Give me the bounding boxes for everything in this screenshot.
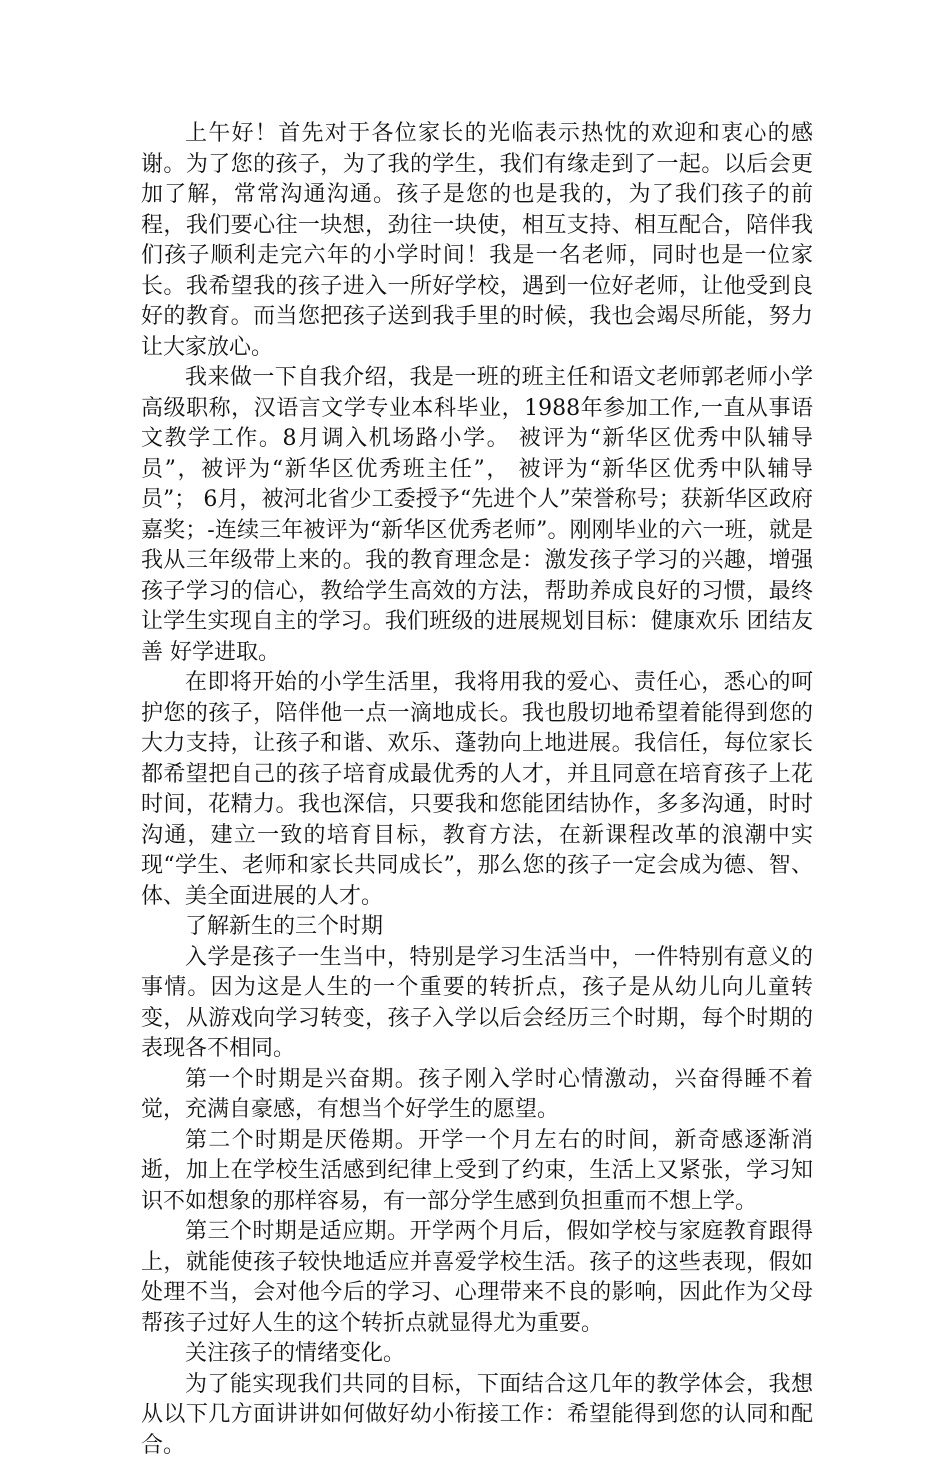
paragraph-second-period: 第二个时期是厌倦期。开学一个月左右的时间，新奇感逐渐消逝，加上在学校生活感到纪律上受到了约束，生活上又紧张，学习知识不如想象的那样容易，有一部分学生感到负担重而不想上学。 [141,1126,813,1218]
paragraph-third-period: 第三个时期是适应期。开学两个月后，假如学校与家庭教育跟得上，就能使孩子较快地适应并喜爱学校生活。孩子的这些表现，假如处理不当，会对他今后的学习、心理带来不良的影响，因此作为父母帮孩子过好人生的这个转折点就显得尤为重要。 [141,1217,813,1339]
paragraph-school-entry: 入学是孩子一生当中，特别是学习生活当中，一件特别有意义的事情。因为这是人生的一个重要的转折点，孩子是从幼儿向儿童转变，从游戏向学习转变，孩子入学以后会经历三个时期，每个时期的表现各不相同。 [141,943,813,1065]
paragraph-goals: 为了能实现我们共同的目标，下面结合这几年的教学体会，我想从以下几方面讲讲如何做好幼小衔接工作：希望能得到您的认同和配合。 [141,1370,813,1461]
paragraph-first-period: 第一个时期是兴奋期。孩子刚入学时心情激动，兴奋得睡不着觉，充满自豪感，有想当个好学生的愿望。 [141,1065,813,1126]
document-body [141,119,813,1461]
section-heading-three-periods: 了解新生的三个时期 [141,912,813,943]
paragraph-greeting: 上午好！首先对于各位家长的光临表示热忱的欢迎和衷心的感谢。为了您的孩子，为了我的学生，我们有缘走到了一起。以后会更加了解，常常沟通沟通。孩子是您的也是我的，为了我们孩子的前程，我们要心往一块想，劲往一块使，相互支持、相互配合，陪伴我们孩子顺利走完六年的小学时间！我是一名老师，同时也是一位家长。我希望我的孩子进入一所好学校，遇到一位好老师，让他受到良好的教育。而当您把孩子送到我手里的时候，我也会竭尽所能，努力让大家放心。 [141,119,813,363]
section-heading-emotions: 关注孩子的情绪变化。 [141,1339,813,1370]
paragraph-expectations: 在即将开始的小学生活里，我将用我的爱心、责任心，悉心的呵护您的孩子，陪伴他一点一滴地成长。我也殷切地希望着能得到您的大力支持，让孩子和谐、欢乐、蓬勃向上地进展。我信任，每位家长都希望把自己的孩子培育成最优秀的人才，并且同意在培育孩子上花时间，花精力。我也深信，只要我和您能团结协作，多多沟通，时时沟通，建立一致的培育目标，教育方法，在新课程改革的浪潮中实现“学生、老师和家长共同成长”，那么您的孩子一定会成为德、智、体、美全面进展的人才。 [141,668,813,912]
paragraph-self-introduction: 我来做一下自我介绍，我是一班的班主任和语文老师郭老师小学高级职称，汉语言文学专业本科毕业，1988年参加工作,一直从事语文教学工作。8月调入机场路小学。 被评为“新华区优秀中队辅导员”，被评为“新华区优秀班主任”， 被评为“新华区优秀中队辅导员”； 6月，被河北省少工委授予“先进个人”荣誉称号；获新华区政府嘉奖；-连续三年被评为“新华区优秀老师”。刚刚毕业的六一班，就是我从三年级带上来的。我的教育理念是：激发孩子学习的兴趣，增强孩子学习的信心，教给学生高效的方法，帮助养成良好的习惯，最终让学生实现自主的学习。我们班级的进展规划目标：健康欢乐 团结友善 好学进取。 [141,363,813,668]
